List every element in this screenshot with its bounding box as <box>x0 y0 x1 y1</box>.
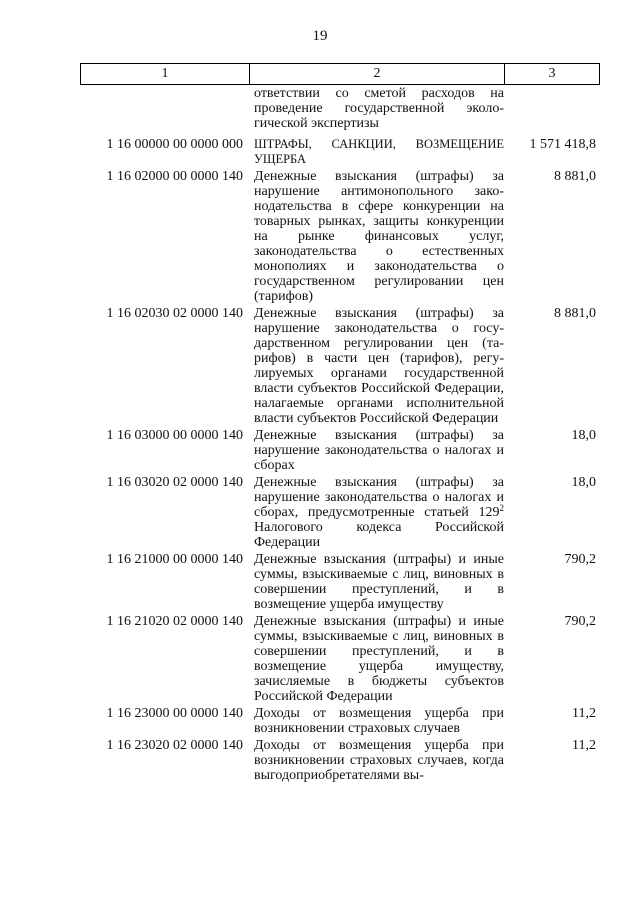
table-row <box>80 552 600 612</box>
table-body <box>80 86 600 783</box>
row-amount: 790,2 <box>564 552 596 567</box>
row-description: ответствии со сметой расходов на проведение государственной экологической экспертизы <box>254 86 504 131</box>
row-description: Денежные взыскания (штрафы) за нарушение антимонопольного законодательства в сфере конкуренции на товарных рынках, защиты конкуренции на рынке финансовых услуг, законодательства о естественных монополиях и законодательства о государственном регулировании цен (тарифов) <box>254 169 504 304</box>
table-row <box>80 137 600 167</box>
row-code: 1 16 00000 00 0000 000 <box>106 137 243 152</box>
row-amount: 11,2 <box>572 738 596 753</box>
row-amount <box>504 86 600 131</box>
table-row <box>80 169 600 304</box>
row-code: 1 16 21000 00 0000 140 <box>106 552 243 567</box>
row-description: Доходы от возмещения ущерба при возникновении страховых случаев <box>254 706 504 736</box>
row-amount: 790,2 <box>564 614 596 629</box>
row-description-part: Денежные взыскания (штрафы) за нарушение законодательства о налогах и сборах, предусмотренные статьей 129 <box>254 475 504 520</box>
page-number: 19 <box>312 28 328 44</box>
row-code: 1 16 02030 02 0000 140 <box>106 306 243 321</box>
table-row <box>80 738 600 783</box>
row-amount: 8 881,0 <box>554 306 596 321</box>
row-amount: 18,0 <box>571 475 596 490</box>
table-row <box>80 614 600 704</box>
row-amount: 8 881,0 <box>554 169 596 184</box>
header-col-2: 2 <box>250 64 505 84</box>
row-code: 1 16 23020 02 0000 140 <box>106 738 243 753</box>
superscript: 2 <box>499 503 504 513</box>
row-description-part: Налогового кодекса Российской Федерации <box>254 520 504 550</box>
row-description: Денежные взыскания (штрафы) и иные суммы, взыскиваемые с лиц, виновных в совершении преступлений, и в возмещение ущерба имуществу, зачисляемые в бюджеты субъектов Российской Федерации <box>254 614 504 704</box>
row-description: Денежные взыскания (штрафы) за нарушение законодательства о налогах и сборах <box>254 428 504 473</box>
row-code: 1 16 21020 02 0000 140 <box>106 614 243 629</box>
row-description: Денежные взыскания (штрафы) и иные суммы, взыскиваемые с лиц, виновных в совершении преступлений, и в возмещение ущерба имуществу <box>254 552 504 612</box>
row-amount: 11,2 <box>572 706 596 721</box>
table-row <box>80 428 600 473</box>
row-description: Доходы от возмещения ущерба при возникновении страховых случаев, когда выгодоприобретателями вы- <box>254 738 504 783</box>
row-amount: 1 571 418,8 <box>529 137 596 152</box>
table-row <box>80 306 600 426</box>
row-description: ШТРАФЫ, САНКЦИИ, ВОЗМЕЩЕНИЕ УЩЕРБА <box>254 137 504 166</box>
row-code: 1 16 23000 00 0000 140 <box>106 706 243 721</box>
header-col-1: 1 <box>81 64 250 84</box>
row-description <box>249 475 504 550</box>
row-code: 1 16 03000 00 0000 140 <box>106 428 243 443</box>
row-description: Денежные взыскания (штрафы) за нарушение законодательства о государственном регулировании цен (тарифов) в части цен (тарифов), регулируемых органами государственной власти субъектов Российской Федерации, налагаемые органами исполнительной власти субъектов Российской Федерации <box>254 306 504 426</box>
row-amount: 18,0 <box>571 428 596 443</box>
header-col-3: 3 <box>548 66 556 81</box>
table-header <box>80 63 600 85</box>
table-row <box>80 706 600 736</box>
row-code: 1 16 03020 02 0000 140 <box>106 475 243 490</box>
table-row <box>80 475 600 550</box>
table-row-continuation <box>80 86 600 131</box>
row-code: 1 16 02000 00 0000 140 <box>106 169 243 184</box>
